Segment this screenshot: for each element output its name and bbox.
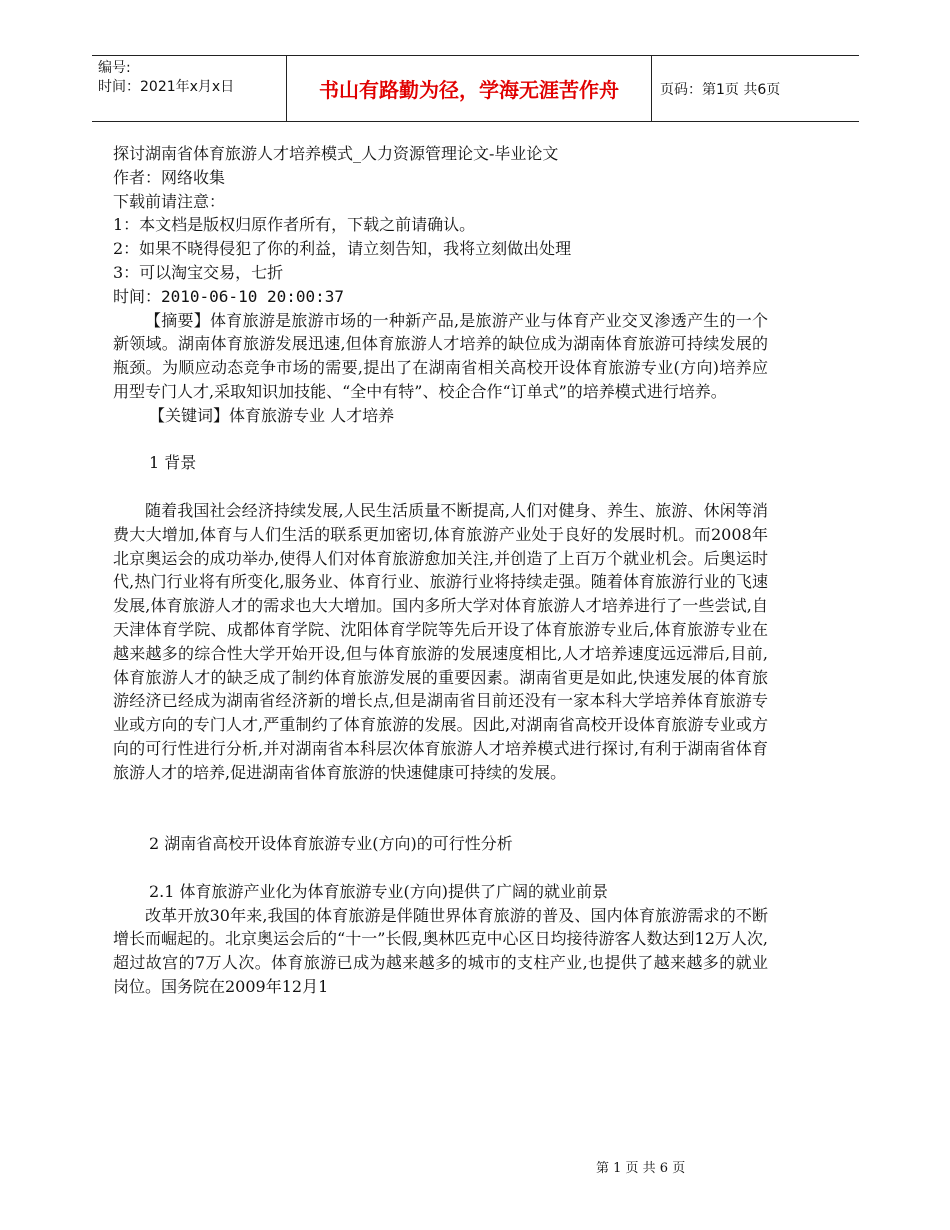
time-label: 时间：2021年x月x日 [98,79,235,95]
notice-item-1: 1：本文档是版权归原作者所有，下载之前请确认。 [113,215,476,235]
doc-author: 作者：网络收集 [113,167,226,187]
header-meta [92,56,286,121]
page-header [92,55,859,122]
abstract-paragraph: 【摘要】体育旅游是旅游市场的一种新产品,是旅游产业与体育产业交叉渗透产生的一个新领域。湖南体育旅游发展迅速,但体育旅游人才培养的缺位成为湖南体育旅游可持续发展的瓶颈。为顺应动态竞争市场的需要,提出了在湖南省相关高校开设体育旅游专业(方向)培养应用型专门人才,采取知识加技能、“全中有特”、校企合作“订单式”的培养模式进行培养。 [113,310,768,401]
background-paragraph: 随着我国社会经济持续发展,人民生活质量不断提高,人们对健身、养生、旅游、休闲等消费大大增加,体育与人们生活的联系更加密切,体育旅游产业处于良好的发展时机。而2008年北京奥运会的成功举办,使得人们对体育旅游愈加关注,并创造了上百万个就业机会。后奥运时代,热门行业将有所变化,服务业、体育行业、旅游行业将持续走强。随着体育旅游行业的飞速发展,体育旅游人才的需求也大大增加。国内多所大学对体育旅游人才培养进行了一些尝试,自天津体育学院、成都体育学院、沈阳体育学院等先后开设了体育旅游专业后,体育旅游专业在越来越多的综合性大学开始开设,但与体育旅游的发展速度相比,人才培养速度远远滞后,目前,体育旅游人才的缺乏成了制约体育旅游发展的重要因素。湖南省更是如此,快速发展的体育旅游经济已经成为湖南省经济新的增长点,但是湖南省目前还没有一家本科大学培养体育旅游专业或方向的专门人才,严重制约了体育旅游的发展。因此,对湖南省高校开设体育旅游专业或方向的可行性进行分析,并对湖南省本科层次体育旅游人才培养模式进行探讨,有利于湖南省体育旅游人才的培养,促进湖南省体育旅游的快速健康可持续的发展。 [113,500,768,782]
section-heading-2: 2 湖南省高校开设体育旅游专业(方向)的可行性分析 [149,834,513,854]
header-page-label: 页码：第1页 共6页 [660,81,781,98]
section-heading-2-1: 2.1 体育旅游产业化为体育旅游专业(方向)提供了广阔的就业前景 [149,881,609,901]
page-footer: 第 1 页 共 6 页 [596,1161,686,1176]
doc-title: 探讨湖南省体育旅游人才培养模式_人力资源管理论文-毕业论文 [113,144,559,163]
header-motto: 书山有路勤为径，学海无涯苦作舟 [286,56,652,121]
employment-paragraph: 改革开放30年来,我国的体育旅游是伴随世界体育旅游的普及、国内体育旅游需求的不断增长而崛起的。北京奥运会后的“十一”长假,奥林匹克中心区日均接待游客人数达到12万人次,超过故宫的7万人次。体育旅游已成为越来越多的城市的支柱产业,也提供了越来越多的就业岗位。国务院在2009年12月1 [113,905,768,996]
notice-heading: 下载前请注意： [113,191,226,211]
keywords-line: 【关键词】体育旅游专业 人才培养 [149,405,395,425]
number-label: 编号: [98,60,131,76]
notice-item-3: 3：可以淘宝交易，七折 [113,262,284,282]
doc-time: 时间：2010-06-10 20:00:37 [113,286,345,306]
document-body [113,142,768,999]
notice-item-2: 2：如果不晓得侵犯了你的利益，请立刻告知，我将立刻做出处理 [113,239,572,259]
section-heading-1: 1 背景 [149,453,197,473]
